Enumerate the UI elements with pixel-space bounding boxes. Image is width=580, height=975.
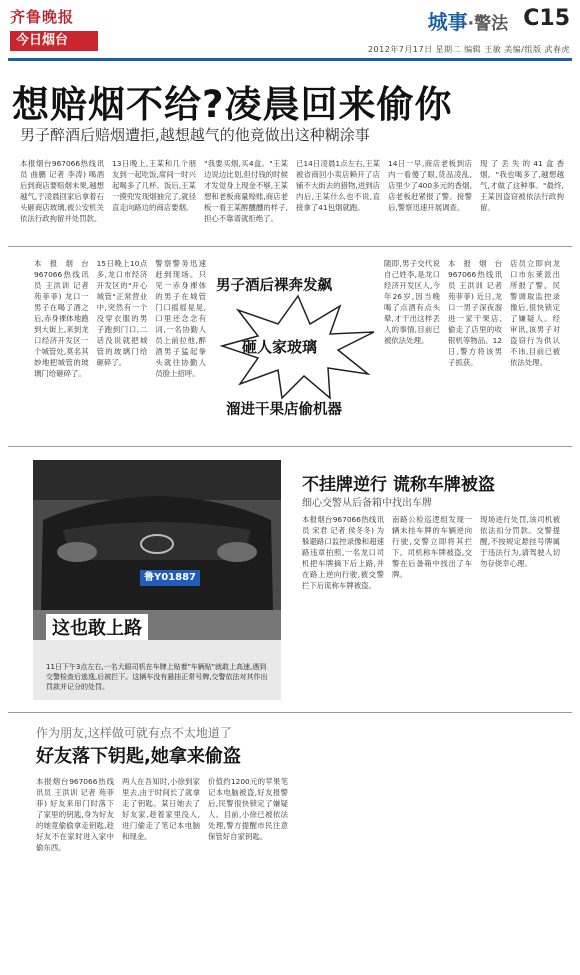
story4-kicker: 作为朋友,这样做可就有点不太地道了 — [36, 726, 232, 740]
header-rule — [8, 58, 572, 61]
article-column: 店员立即向龙口市东莱派出所报了警。民警调取监控录像后,很快锁定了嫌疑人。经审讯,该男子对盗窃行为供认不讳,目前已被依法处理。 — [510, 259, 560, 367]
article-column: 13日晚上,王某和几个朋友到一起吃饭,席间一时兴起喝多了几杯。饭后,王某一摸兜发现烟抽完了,就径直走向路边的商店要烟。 — [112, 159, 196, 212]
page-header — [0, 0, 580, 62]
article-column: 随即,男子交代说自己姓李,是龙口经济开发区人,今年26岁,因当晚喝了点酒有点头晕,才干出这样丢人的事情,目前已被依法处理。 — [384, 259, 440, 345]
dateline: 2012年7月17日 星期二 编辑 王敏 美编/组版 武春虎 — [367, 45, 570, 54]
masthead: 齐鲁晚报 — [10, 8, 75, 26]
page-number: C15 — [523, 6, 570, 31]
callout-line: 砸人家玻璃 — [242, 338, 318, 356]
photo-caption: 11日下午3点左右,一名大眼司机在车牌上贴着"车辆贴"就敢上高速,遇到交警检查后逃逸,后被拦下。这辆车没有悬挂正常号牌,交警依法对其作出罚款并记分的处罚。 — [46, 663, 268, 691]
license-plate: 鲁Y01887 — [140, 570, 200, 586]
story3-body — [302, 514, 560, 700]
article-column: 本报烟台967066热线讯员 曲鹏 记者 李涛) 喝酒后到商店要赔烟未果,越想越气,于凌晨回家后拿着石头砸商店玻璃,被公安机关依法行政拘留并处罚款。 — [20, 159, 104, 223]
article-column: "我要买烟,买4盒。"王某边说边比划,但付钱的时候才发觉身上现金不够,王某想和老板商量赊账,商店老板一看王某醉醺醺的样子,担心不靠谱就拒绝了。 — [204, 159, 288, 223]
article-column: 警察警务迅速赶到现场。只见一赤身裸体的男子在城管门口摇摇晃晃,口里还念念有词,一名协勤人员上前拉他,醉酒男子猛起拳头就往协勤人员脸上招呼。 — [155, 259, 206, 378]
lead-subhead: 男子醉酒后赔烟遭拒,越想越气的他竟做出这种糊涂事 — [20, 126, 370, 144]
callout-line: 溜进干果店偷机器 — [226, 402, 342, 418]
divider — [8, 246, 572, 247]
story2-callout — [214, 258, 382, 430]
article-column: 本报烟台967066热线讯员 王洪训 记者 苑菲菲) 好友来串门时落下了家里的钥匙,身为好友的她竟偷偷拿走钥匙,趁好友不在家时进入家中偷东西。 — [36, 777, 114, 852]
article-column: 本报烟台967066热线讯员 王洪训 记者 苑菲菲) 龙口一男子在喝了酒之后,赤身裸体地跑到大街上,来到龙口经济开发区一个城管处,莫名其妙地把城管的玻璃门给砸碎了。 — [34, 259, 89, 378]
article-column: 已14日凌晨1点左右,王某被省商回小卖店赖开了店铺不大街去的猎物,进到店内后,王某什么也不说,直接拿了41包烟就跑。 — [296, 159, 380, 212]
divider — [8, 712, 572, 713]
article-column: 14日一早,商店老板到店内一看傻了眼,货品凌乱,店里少了400多元的香烟,店老板赶紧报了警。接警后,警察迅速开展调查。 — [388, 159, 472, 212]
car-photo — [33, 460, 281, 640]
lead-headline: 想赔烟不给?凌晨回来偷你 — [12, 83, 453, 126]
article-column: 两人在吾知时,小徐到家里去,由于时间长了就拿走了钥匙。某日她去了好友家,趁着家里没人,进门偷走了笔记本电脑和现金。 — [122, 777, 200, 841]
article-column: 本报烟台967066热线讯员 王洪训 记者 苑菲菲) 近日,龙口一男子深夜溜进一家干果店,偷走了店里的收银机等物品。12日,警方将该男子抓获。 — [448, 259, 502, 367]
photo-title: 这也敢上路 — [46, 614, 148, 640]
story2-left-body — [34, 258, 206, 430]
edition-label: 今日烟台 — [10, 31, 98, 51]
car-illustration — [33, 460, 281, 640]
article-column: 现场进行处罚,该司机被依法扣分罚款。交警提醒,不按规定悬挂号牌属于违法行为,请驾驶人切勿存侥幸心理。 — [480, 515, 560, 568]
masthead-block — [10, 6, 110, 51]
section-title: 城事·警法 — [427, 10, 509, 34]
story4-headline: 好友落下钥匙,她拿来偷盗 — [36, 746, 241, 767]
story4-body — [36, 776, 288, 960]
story3-headline: 不挂牌逆行 谎称车牌被盗 — [302, 475, 495, 495]
divider — [8, 446, 572, 447]
callout-line: 男子酒后裸奔发飙 — [216, 278, 332, 294]
article-column: 南路公检巡逻组发现一辆未挂车牌的车辆逆向行驶,交警立即将其拦下。司机称车牌被盗,交警在后备箱中找出了车牌。 — [392, 515, 472, 579]
article-column: 价值约1200元的苹果笔记本电脑被盗,好友报警后,民警很快锁定了嫌疑人。目前,小徐已被依法处理,警方提醒市民注意保管好自家钥匙。 — [208, 777, 288, 841]
article-column: 现了丢失的41盒香烟。"我也喝多了,越想越气,才做了这种事。"最终,王某因盗窃被依法行政拘留。 — [480, 159, 564, 212]
article-column: 15日晚上10点多,龙口市经济开发区的"开心城管"正常营业中,突然有一个没穿衣服的男子跑到门口,二话没说就把城管的玻璃门给砸碎了。 — [96, 259, 148, 367]
section-block — [428, 6, 570, 35]
story3-subhead: 细心交警从后备箱中找出车牌 — [302, 498, 432, 509]
article-column: 本报烟台967066热线讯员 宋君 记者 侯冬冬) 为躲避路口监控录像和超速路违章拍照,一名龙口司机把车牌摘下后上路,并在路上逆向行驶,被交警拦下后谎称车牌被盗。 — [302, 515, 384, 590]
lead-article-body — [20, 158, 568, 240]
story2-right-body — [384, 258, 560, 430]
